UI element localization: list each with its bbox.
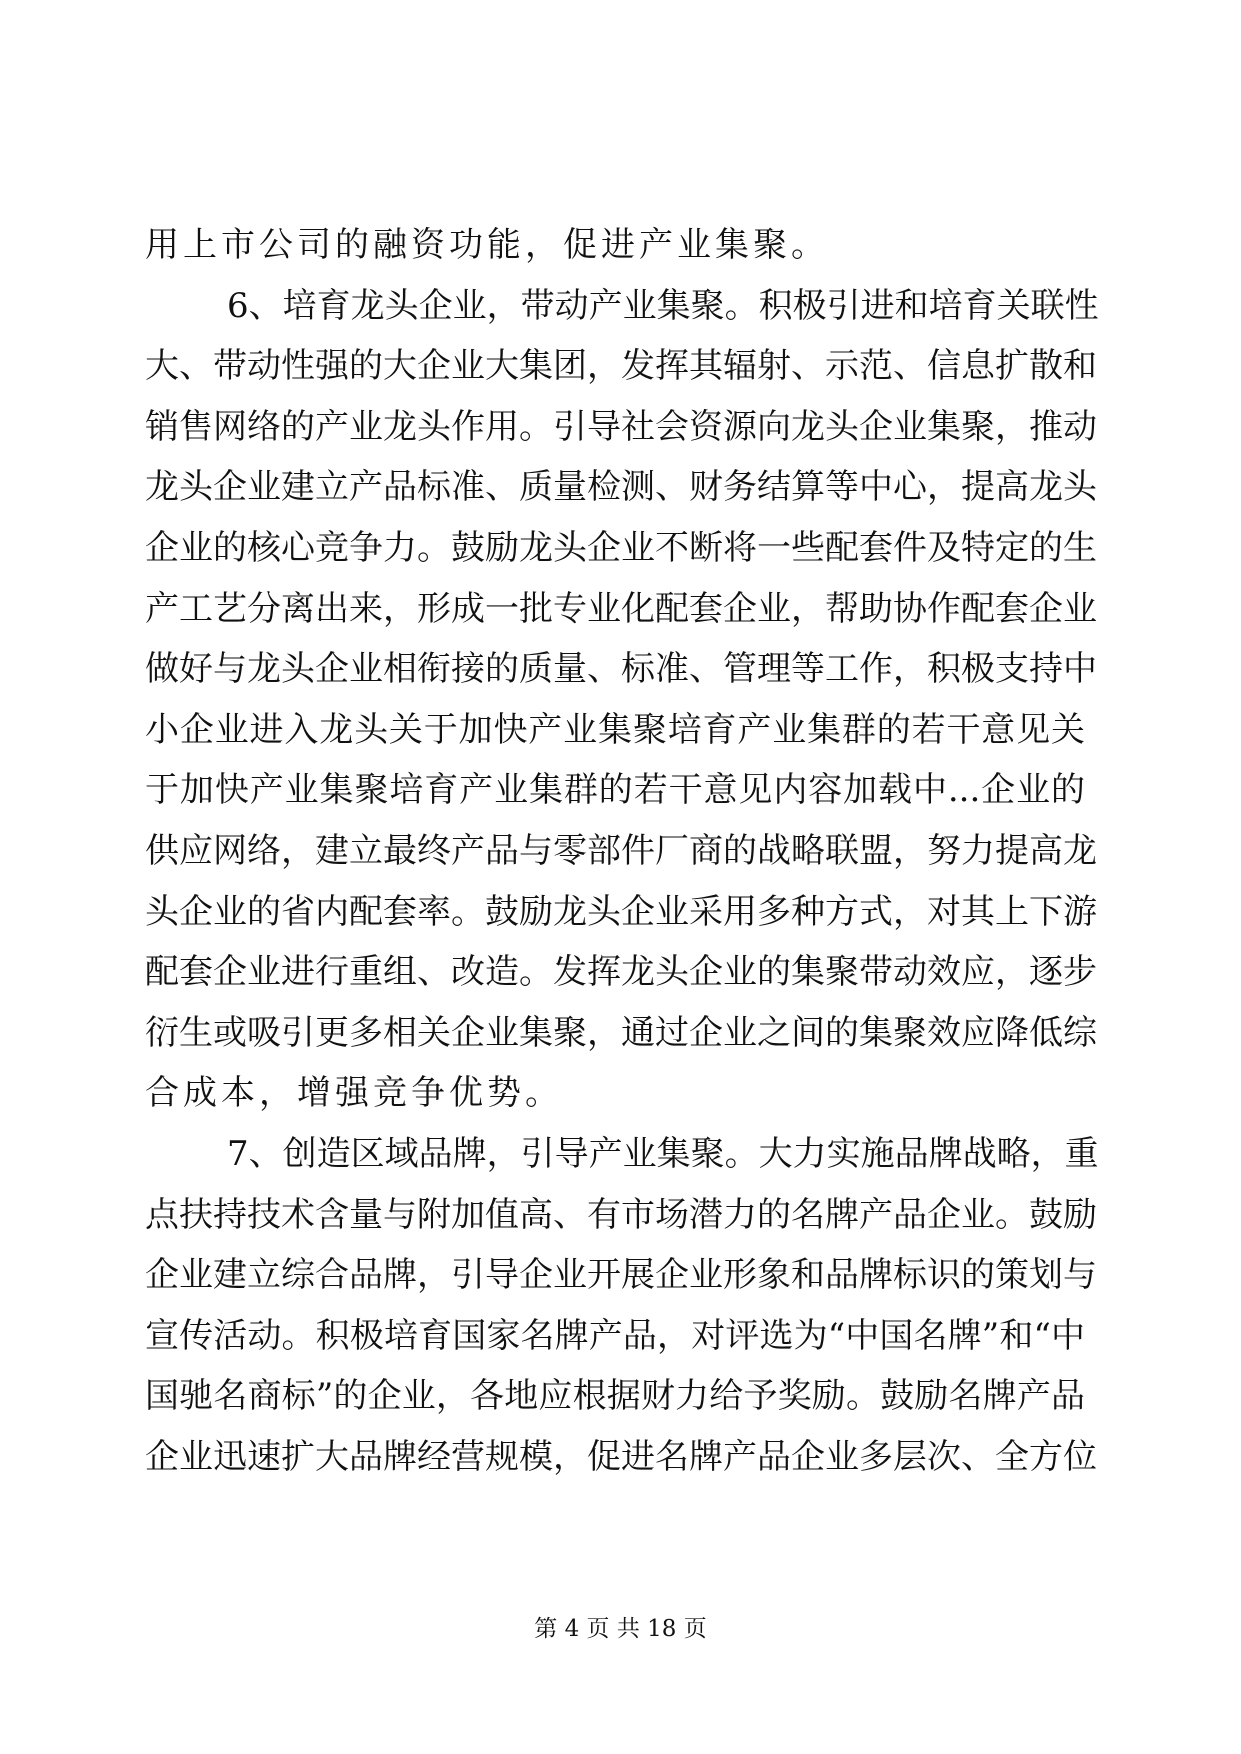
text-line: 龙头企业建立产品标准、质量检测、财务结算等中心，提高龙头 (145, 467, 1097, 508)
text-line: 7、创造区域品牌，引导产业集聚。大力实施品牌战略，重 (227, 1133, 1099, 1174)
text-line: 头企业的省内配套率。鼓励龙头企业采用多种方式，对其上下游 (145, 891, 1097, 932)
text-line: 做好与龙头企业相衔接的质量、标准、管理等工作，积极支持中 (145, 649, 1097, 690)
text-line: 用上市公司的融资功能，促进产业集聚。 (145, 225, 829, 265)
text-line: 销售网络的产业龙头作用。引导社会资源向龙头企业集聚，推动 (145, 406, 1097, 447)
text-line: 小企业进入龙头关于加快产业集聚培育产业集群的若干意见关 (145, 709, 1085, 750)
text-line: 6、培育龙头企业，带动产业集聚。积极引进和培育关联性 (227, 285, 1099, 326)
body-text (145, 225, 1099, 1500)
text-line: 配套企业进行重组、改造。发挥龙头企业的集聚带动效应，逐步 (145, 952, 1097, 993)
text-line: 企业迅速扩大品牌经营规模，促进名牌产品企业多层次、全方位 (145, 1436, 1097, 1477)
text-line: 供应网络，建立最终产品与零部件厂商的战略联盟，努力提高龙 (145, 830, 1097, 871)
text-line: 国驰名商标”的企业，各地应根据财力给予奖励。鼓励名牌产品 (145, 1376, 1085, 1417)
text-line: 大、带动性强的大企业大集团，发挥其辐射、示范、信息扩散和 (145, 346, 1097, 387)
text-line: 产工艺分离出来，形成一批专业化配套企业，帮助协作配套企业 (145, 588, 1097, 629)
text-line: 企业的核心竞争力。鼓励龙头企业不断将一些配套件及特定的生 (145, 527, 1097, 568)
page-number-footer: 第 4 页 共 18 页 (534, 1616, 707, 1642)
text-line: 企业建立综合品牌，引导企业开展企业形象和品牌标识的策划与 (145, 1255, 1097, 1296)
text-line: 于加快产业集聚培育产业集群的若干意见内容加载中...企业的 (145, 770, 1085, 811)
text-line: 点扶持技术含量与附加值高、有市场潜力的名牌产品企业。鼓励 (145, 1194, 1097, 1235)
text-line: 合成本，增强竞争优势。 (145, 1073, 563, 1114)
text-line: 衍生或吸引更多相关企业集聚，通过企业之间的集聚效应降低综 (145, 1012, 1097, 1053)
text-line: 宣传活动。积极培育国家名牌产品，对评选为“中国名牌”和“中 (145, 1315, 1085, 1356)
